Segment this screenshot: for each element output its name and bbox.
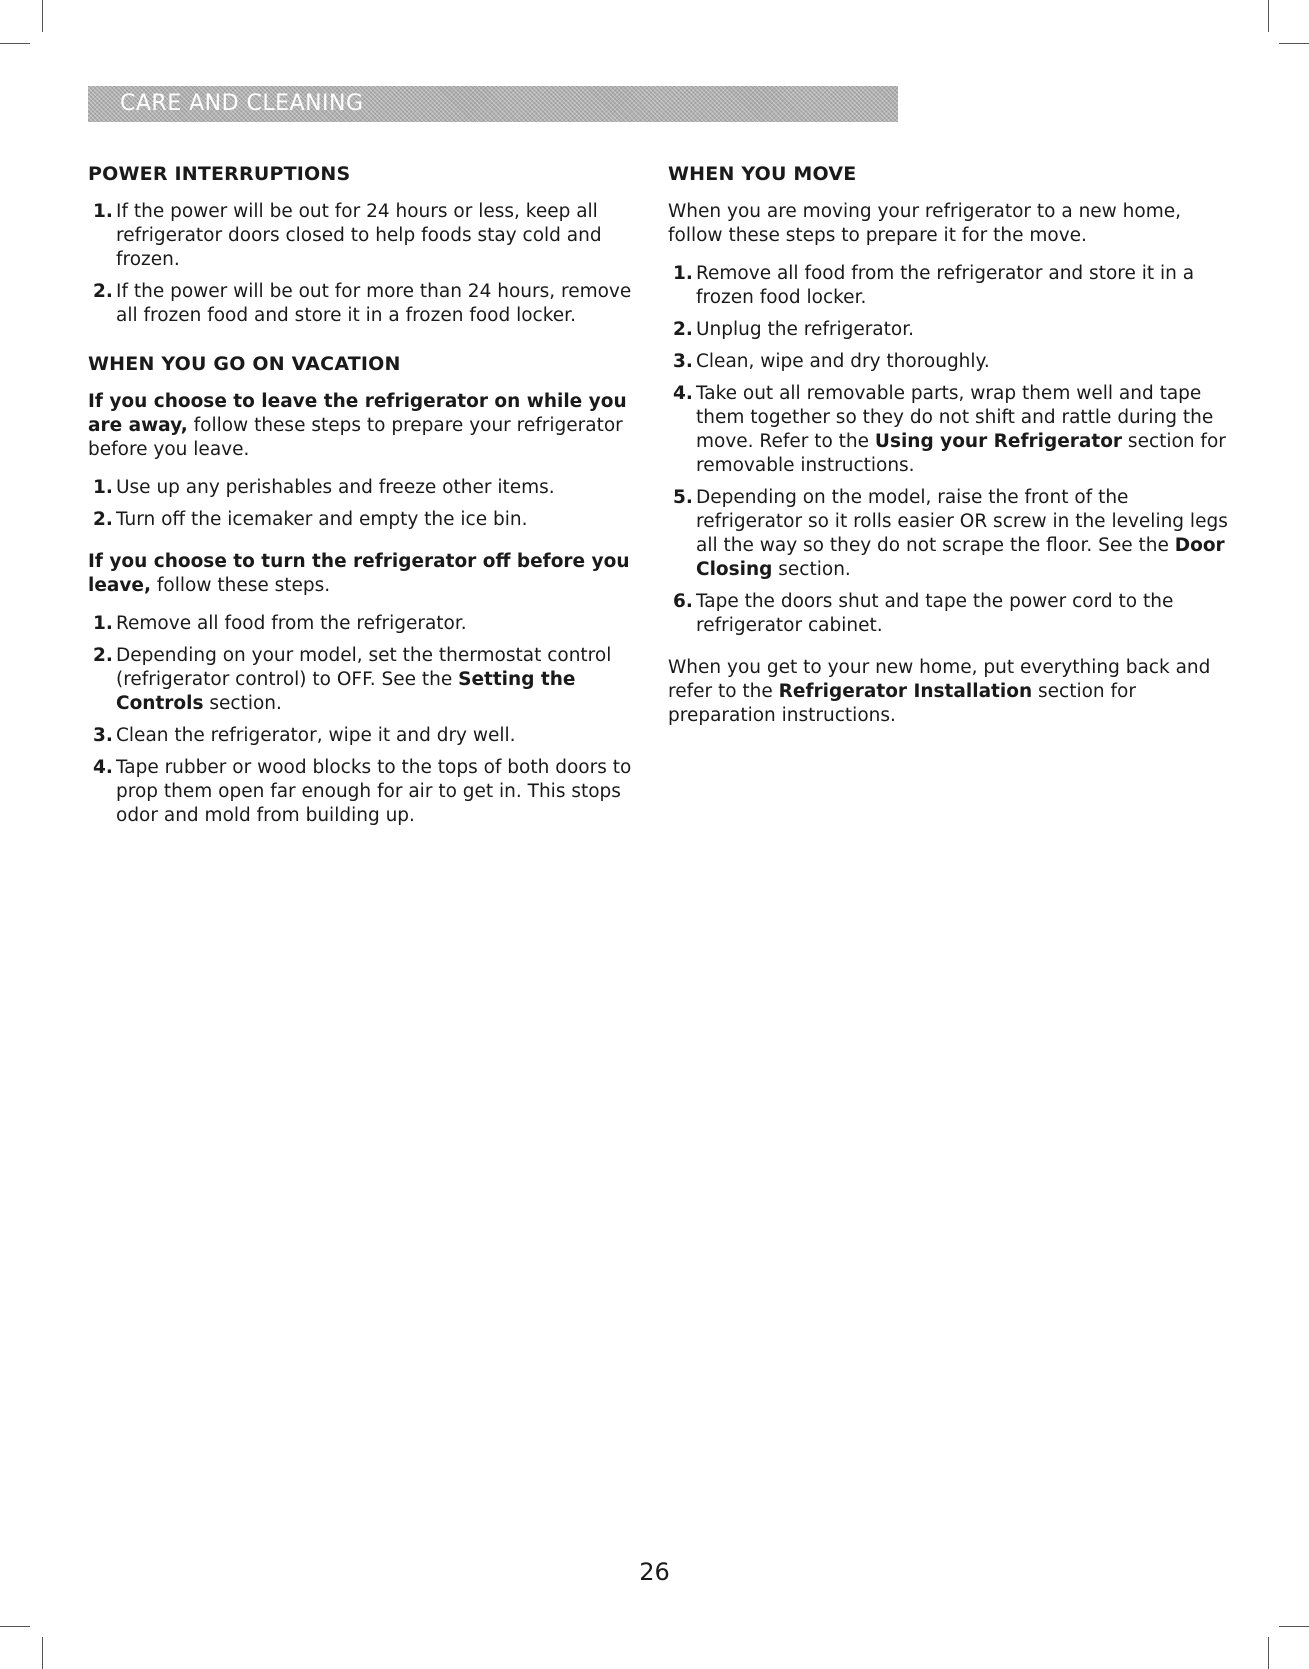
list-item: 3. Clean, wipe and dry thoroughly. [673,351,990,372]
crop-mark [1279,43,1309,44]
crop-mark [42,1637,43,1669]
move-outro: When you get to your new home, put everything back and refer to the Refrigerator Installation section for preparation instructions. [668,657,1211,726]
installation-ref: Refrigerator Installation [778,681,1033,702]
list-item: 1. If the power will be out for 24 hours or less, keep all refrigerator doors closed to help foods stay cold and frozen. [93,201,602,270]
crop-mark [1268,1637,1269,1669]
vacation-off-list [88,612,648,828]
list-item: 2. Depending on your model, set the thermostat control (refrigerator control) to OFF. See the Setting the Controls section. [93,645,612,714]
crop-mark [1268,0,1269,32]
using-refrigerator-ref: Using your Refrigerator [874,431,1123,452]
power-interruptions-heading: POWER INTERRUPTIONS [88,163,351,185]
crop-mark [0,1626,30,1627]
crop-mark [42,0,43,32]
move-list [668,262,1228,638]
list-item: 2. If the power will be out for more than 24 hours, remove all frozen food and store it in a frozen food locker. [93,281,632,326]
crop-mark [1279,1626,1309,1627]
crop-mark [0,43,30,44]
vacation-heading: WHEN YOU GO ON VACATION [88,353,401,375]
setting-controls-ref: Setting the Controls [116,669,576,714]
vacation-off-intro: If you choose to turn the refrigerator off before you leave, follow these steps. [88,551,630,596]
move-intro: When you are moving your refrigerator to a new home, follow these steps to prepare it for the move. [668,201,1182,246]
list-item: 6. Tape the doors shut and tape the power cord to the refrigerator cabinet. [673,591,1174,636]
list-item: 5. Depending on the model, raise the front of the refrigerator so it rolls easier OR screw in the leveling legs all the way so they do not scrape the floor. See the Door Closing section. [673,487,1228,580]
right-column [668,162,1228,742]
list-item: 2. Turn off the icemaker and empty the ice bin. [93,509,528,530]
left-column [88,162,648,846]
door-closing-ref: Door Closing [696,535,1225,580]
when-you-move-heading: WHEN YOU MOVE [668,163,857,185]
list-item: 4. Take out all removable parts, wrap them well and tape them together so they do not shift and rattle during the move. Refer to the Using your Refrigerator section for removable instructions. [673,383,1226,476]
list-item: 1. Use up any perishables and freeze other items. [93,477,555,498]
list-item: 3. Clean the refrigerator, wipe it and dry well. [93,725,516,746]
list-item: 1. Remove all food from the refrigerator and store it in a frozen food locker. [673,263,1195,308]
page-number: 26 [639,1558,670,1586]
list-item: 1. Remove all food from the refrigerator. [93,613,467,634]
vacation-on-intro: If you choose to leave the refrigerator on while you are away, follow these steps to prepare your refrigerator before you leave. [88,391,627,460]
list-item: 2. Unplug the refrigerator. [673,319,915,340]
section-banner: CARE AND CLEANING [88,86,898,122]
vacation-on-list [88,476,648,532]
power-list [88,200,648,328]
list-item: 4. Tape rubber or wood blocks to the tops of both doors to prop them open far enough for air to get in. This stops odor and mold from building up. [93,757,632,826]
